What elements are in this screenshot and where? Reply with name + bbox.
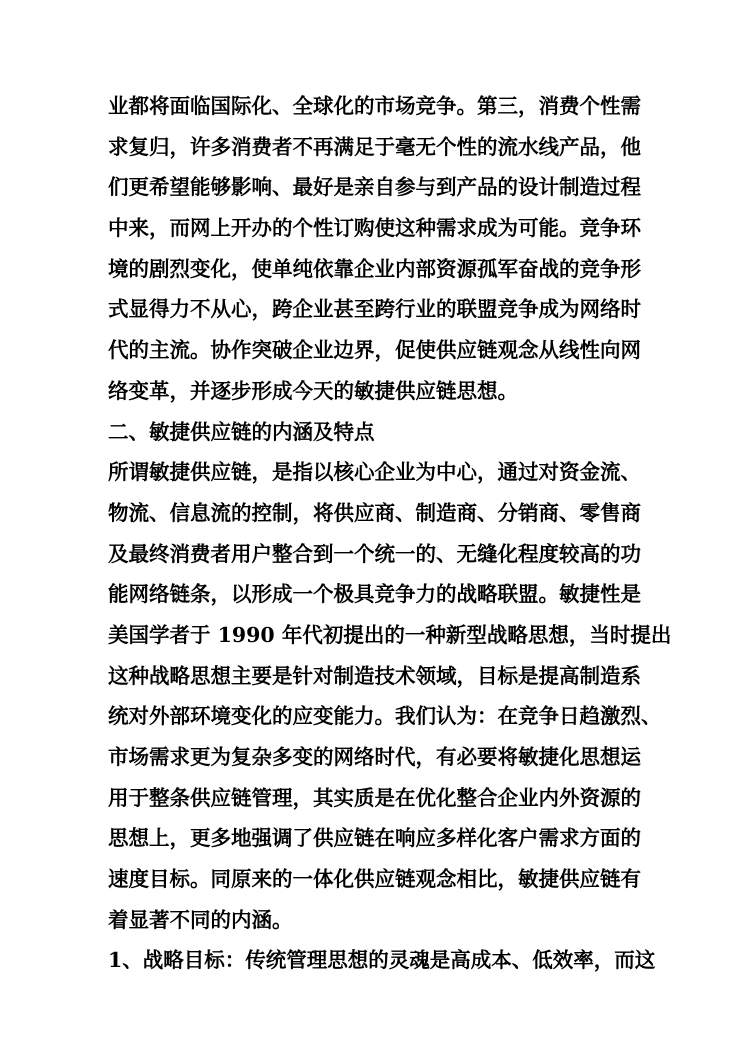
text-line: 市场需求更为复杂多变的网络时代，有必要将敏捷化思想运	[108, 745, 641, 769]
body-text	[108, 86, 672, 981]
paragraph-end-line: 络变革，并逐步形成今天的敏捷供应链思想。	[108, 378, 518, 403]
text-line: 能网络链条，以形成一个极具竞争力的战略联盟。敏捷性是	[108, 582, 641, 607]
text-line: 代的主流。协作突破企业边界，促使供应链观念从线性向网	[108, 338, 641, 363]
text-line: 速度目标。同原来的一体化供应链观念相比，敏捷供应链有	[108, 867, 641, 892]
text-line: 求复归，许多消费者不再满足于毫无个性的流水线产品，他	[108, 134, 641, 159]
text-line: 境的剧烈变化，使单纯依靠企业内部资源孤军奋战的竞争形	[108, 256, 641, 281]
text-line: 式显得力不从心，跨企业甚至跨行业的联盟竞争成为网络时	[108, 297, 641, 322]
text-line: 物流、信息流的控制，将供应商、制造商、分销商、零售商	[108, 500, 641, 525]
text-line: 业都将面临国际化、全球化的市场竞争。第三，消费个性需	[108, 94, 641, 118]
text-line: 用于整条供应链管理，其实质是在优化整合企业内外资源的	[108, 785, 641, 810]
text-line: 及最终消费者用户整合到一个统一的、无缝化程度较高的功	[108, 541, 641, 566]
paragraph-end-line: 着显著不同的内涵。	[108, 907, 293, 932]
text-line: 所谓敏捷供应链，是指以核心企业为中心，通过对资金流、	[108, 460, 641, 485]
text-line: 美国学者于 1990 年代初提出的一种新型战略思想，当时提出	[108, 622, 672, 647]
text-line: 们更希望能够影响、最好是亲自参与到产品的设计制造过程	[108, 175, 641, 200]
text-line: 1、战略目标：传统管理思想的灵魂是高成本、低效率，而这	[108, 948, 656, 973]
section-heading: 二、敏捷供应链的内涵及特点	[108, 419, 375, 444]
text-line: 统对外部环境变化的应变能力。我们认为：在竞争日趋激烈、	[108, 704, 662, 729]
text-line: 这种战略思想主要是针对制造技术领域，目标是提高制造系	[108, 663, 641, 688]
text-line: 中来，而网上开办的个性订购使这种需求成为可能。竞争环	[108, 216, 641, 241]
text-line: 思想上，更多地强调了供应链在响应多样化客户需求方面的	[108, 826, 641, 851]
